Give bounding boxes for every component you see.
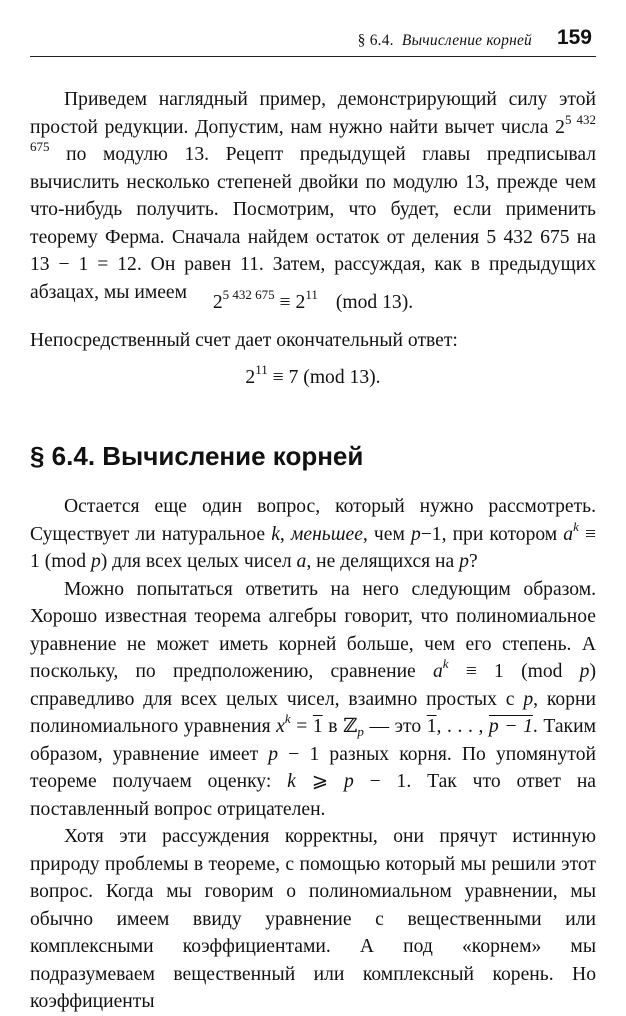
p4-t4: , корни полиномиального уравнения [30, 688, 596, 737]
p3-p: p [410, 523, 421, 545]
p3-t3: , чем [362, 523, 411, 545]
formula-2-rhs: ≡ 7 (mod 13). [267, 367, 381, 388]
formula-1-rhs-exp: 11 [305, 287, 318, 302]
p3-k-exp: k [573, 518, 579, 534]
running-head-section-title: Вычисление корней [401, 32, 532, 49]
p4-p: p [579, 661, 590, 682]
p4-k: k [287, 771, 296, 792]
p4-t5: = [290, 716, 313, 737]
paragraph-1-text-a: Приведем наглядный пример, демонстрирующий силу этой простой редукции. Допустим, нам нужно найти вычет числа [30, 89, 596, 138]
paragraph-direct-count [30, 327, 596, 355]
p4-a: a [432, 661, 443, 682]
p3-t2: , [279, 523, 291, 545]
running-head [30, 26, 596, 57]
p4-one-bar: 1 [312, 716, 323, 737]
p4-x: x [276, 716, 285, 737]
p3-t6: ) для всех целых чисел [100, 551, 297, 572]
book-page [30, 0, 597, 1012]
section-heading: § 6.4. Вычисление корней [30, 441, 364, 471]
formula-2-lhs-base: 2 [245, 367, 256, 388]
p3-t1: Остается еще один вопрос, который нужно рассмотреть. Существует ли натуральное [30, 496, 596, 545]
p4-p5: p [344, 771, 354, 792]
formula-2 [30, 364, 596, 392]
p3-k: k [271, 523, 280, 545]
p4-t10: − 1 разных корня. По упомянутой теореме получаем оценку: [30, 743, 596, 792]
p4-t2: ≡ 1 (mod [448, 661, 580, 682]
formula-1-lhs-exp: 5 432 675 [222, 287, 275, 302]
paragraph-4 [30, 576, 596, 824]
p3-a2: a [296, 551, 307, 572]
p4-t3: ) справедливо для всех целых чисел, взаимно простых с [30, 661, 596, 710]
formula-1-lhs-base: 2 [212, 292, 223, 313]
p3-a: a [563, 523, 574, 545]
paragraph-3 [30, 493, 596, 576]
running-head-title [358, 32, 532, 50]
paragraph-example [30, 86, 596, 306]
p3-p3: p [459, 551, 469, 572]
p3-p2: p [90, 551, 101, 572]
paragraph-2: Непосредственный счет дает окончательный ответ: [30, 330, 458, 351]
paragraph-1-text-b: по модулю 13. Рецепт предыдущей главы предписывал вычислить несколько степеней двойки по модулю 13, прежде чем что-нибудь получить. Посмотрим, что будет, если применить теорему Ферма. Сначала найдем остаток от деления 5 432 675 на 13 − 1 = 12. Он равен 11. Затем, рассуждая, как в предыдущих абзацах, мы имеем [30, 144, 596, 303]
page-number: 159 [556, 26, 592, 49]
p4-t6: в ℤ [322, 716, 358, 737]
p4-p-sub: p [357, 724, 364, 739]
p4-one-bar2: 1 [426, 716, 437, 737]
running-head-section-number: § 6.4. [357, 32, 394, 49]
formula-1-rhs-base: 2 [295, 292, 306, 313]
paragraph-1 [30, 86, 596, 306]
formula-1-modulus: (mod 13). [335, 292, 414, 313]
p4-t1: Можно попытаться ответить на него следующим образом. Хорошо известная теорема алгебры говорит, что полиномиальное уравнение не может иметь корней больше, чем его степень. А поскольку, по предположению, сравнение [30, 578, 596, 682]
p4-p-minus-1-bar: p − 1 [488, 716, 533, 737]
p4-p4: p [268, 743, 279, 765]
section-body [30, 493, 596, 1016]
p3-t7: , не делящихся на [306, 551, 460, 572]
formula-1-relation: ≡ [274, 292, 296, 313]
p4-t11: ⩾ [295, 771, 344, 792]
p3-t4: −1, при котором [420, 523, 564, 545]
p4-t9: . Таким образом, уравнение имеет [30, 716, 596, 765]
p3-emphasis: меньшее [290, 523, 363, 545]
p4-t8: , . . . , [436, 716, 489, 737]
formula-1 [30, 289, 596, 317]
paragraph-5: Хотя эти рассуждения корректны, они прячут истинную природу проблемы в теореме, с помощью который мы решили этот вопрос. Когда мы говорим о полиномиальном уравнении, мы обычно имеем ввиду уравнение с вещественными или комплексными коэффициентами. А под «корнем» мы подразумеваем вещественный или комплексный корень. Но коэффициенты [30, 826, 596, 1012]
p4-t12: − 1. Так что ответ на поставленный вопрос отрицателен. [30, 771, 597, 820]
p3-t5: ≡ 1 (mod [30, 523, 597, 572]
p4-k-exp: k [442, 656, 449, 671]
power-exponent: 5 432 675 [30, 111, 597, 154]
p4-t7: — это [363, 716, 427, 737]
p4-k-exp2: k [284, 711, 291, 726]
p4-p2: p [523, 688, 534, 710]
formula-2-lhs-exp: 11 [255, 362, 268, 377]
power-base: 2 [555, 116, 565, 138]
p3-t8: ? [468, 551, 478, 572]
